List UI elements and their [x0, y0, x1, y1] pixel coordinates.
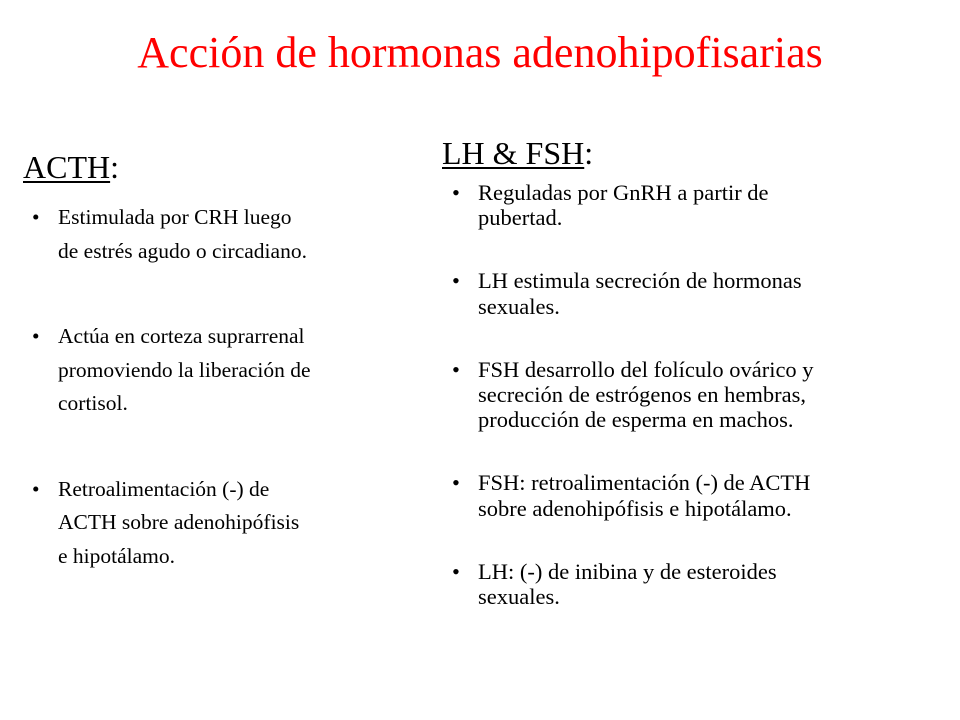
bullet-marker: •	[452, 268, 460, 294]
acth-bullet-item	[30, 473, 410, 574]
bullet-line: secreción de estrógenos en hembras,	[478, 381, 806, 407]
bullet-line: Estimulada por CRH luego	[58, 205, 292, 229]
bullet-line: sobre adenohipófisis e hipotálamo.	[478, 495, 792, 521]
bullet-marker: •	[32, 476, 40, 501]
bullet-line: promoviendo la liberación de	[58, 357, 311, 382]
bullet-line: pubertad.	[478, 205, 563, 231]
acth-heading-colon: :	[110, 149, 119, 185]
acth-bullet-list	[30, 201, 410, 625]
acth-bullet-item	[30, 201, 410, 268]
lh-fsh-bullet-item	[450, 559, 950, 609]
bullet-line: FSH: retroalimentación (-) de ACTH	[478, 470, 811, 496]
bullet-line: de estrés agudo o circadiano.	[58, 238, 307, 263]
bullet-marker: •	[32, 324, 40, 349]
bullet-line: producción de esperma en machos.	[478, 407, 794, 433]
lh-fsh-bullet-list	[450, 180, 950, 647]
bullet-line: FSH desarrollo del folículo ovárico y	[478, 356, 814, 382]
lh-fsh-bullet-item	[450, 357, 950, 433]
slide-title: Acción de hormonas adenohipofisarias	[137, 28, 823, 77]
lh-fsh-bullet-item	[450, 268, 950, 318]
bullet-line: sexuales.	[478, 293, 560, 319]
bullet-line: LH estimula secreción de hormonas	[478, 268, 802, 294]
bullet-line: sexuales.	[478, 583, 560, 609]
bullet-marker: •	[32, 205, 40, 229]
bullet-line: Actúa en corteza suprarrenal	[58, 324, 305, 349]
acth-heading-text: ACTH	[23, 149, 111, 185]
lh-fsh-bullet-item	[450, 180, 950, 230]
bullet-marker: •	[452, 180, 460, 205]
bullet-marker: •	[452, 558, 460, 584]
bullet-line: Reguladas por GnRH a partir de	[478, 180, 769, 205]
bullet-marker: •	[452, 470, 460, 496]
bullet-marker: •	[452, 356, 460, 382]
bullet-line: ACTH sobre adenohipófisis	[58, 510, 300, 535]
bullet-line: LH: (-) de inibina y de esteroides	[478, 558, 777, 584]
bullet-line: e hipotálamo.	[58, 543, 176, 568]
acth-heading	[23, 150, 119, 185]
bullet-line: Retroalimentación (-) de	[58, 476, 270, 501]
lh-fsh-heading	[442, 136, 593, 171]
lh-fsh-bullet-item	[450, 470, 950, 520]
acth-bullet-item	[30, 320, 410, 421]
bullet-line: cortisol.	[58, 391, 128, 416]
lh-fsh-heading-colon: :	[584, 135, 594, 171]
lh-fsh-heading-text: LH & FSH	[442, 135, 585, 171]
